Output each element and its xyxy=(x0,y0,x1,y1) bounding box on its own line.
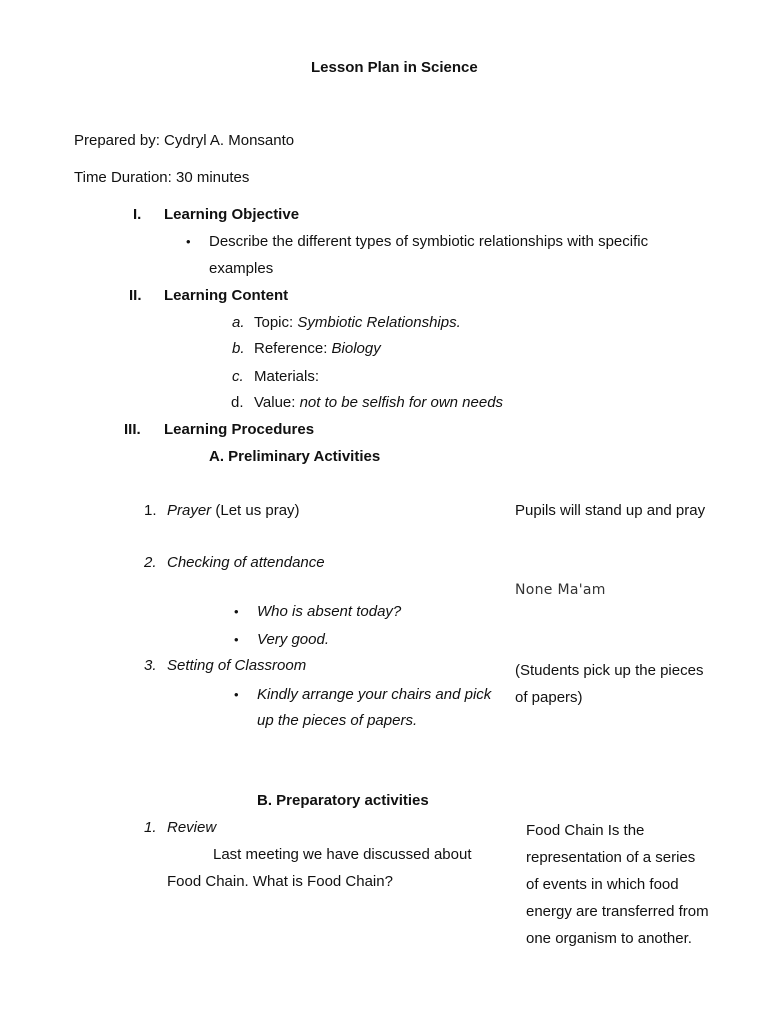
step2-bullet-2: Very good. xyxy=(257,631,329,648)
step2-response: None Ma'am xyxy=(515,582,606,598)
objective-text-line2: examples xyxy=(209,260,274,277)
content-marker-d: d. xyxy=(231,394,244,411)
review-text: Review xyxy=(167,819,217,836)
step2-text: Checking of attendance xyxy=(167,554,325,571)
step3-bullet-line2: up the pieces of papers. xyxy=(257,712,418,729)
review-response-line2: representation of a series xyxy=(526,849,696,866)
section-heading-procedures: Learning Procedures xyxy=(164,421,315,438)
section-numeral-3: III. xyxy=(124,421,141,438)
subheading-preparatory: B. Preparatory activities xyxy=(257,792,429,809)
section-numeral-1: I. xyxy=(133,206,142,223)
content-label-topic: Topic: xyxy=(254,314,298,331)
step1-number: 1. xyxy=(144,502,157,519)
content-value-reference: Biology xyxy=(331,340,381,357)
step1-text xyxy=(167,502,300,520)
content-value-value: not to be selfish for own needs xyxy=(299,394,504,411)
page-title: Lesson Plan in Science xyxy=(311,59,478,76)
content-item-materials xyxy=(254,368,319,386)
section-heading-content: Learning Content xyxy=(164,287,289,304)
review-response-line3: of events in which food xyxy=(526,876,679,893)
subheading-preliminary: A. Preliminary Activities xyxy=(209,448,381,465)
objective-text-line1: Describe the different types of symbiotic relationships with specific xyxy=(209,233,649,250)
content-label-value: Value: xyxy=(254,394,300,411)
content-item-topic xyxy=(254,314,461,332)
review-response-line5: one organism to another. xyxy=(526,930,692,947)
content-marker-a: a. xyxy=(232,314,245,331)
time-duration: Time Duration: 30 minutes xyxy=(74,169,250,186)
content-item-value xyxy=(254,394,503,412)
step3-text: Setting of Classroom xyxy=(167,657,307,674)
review-line1: Last meeting we have discussed about xyxy=(213,846,472,863)
prepared-by: Prepared by: Cydryl A. Monsanto xyxy=(74,132,295,149)
step3-response-line2: of papers) xyxy=(515,689,583,706)
step3-number: 3. xyxy=(144,657,157,674)
content-marker-c: c. xyxy=(232,368,244,385)
content-item-reference xyxy=(254,340,381,358)
review-number: 1. xyxy=(144,819,157,836)
review-response-line4: energy are transferred from xyxy=(526,903,709,920)
bullet-marker: • xyxy=(234,687,239,702)
section-heading-objective: Learning Objective xyxy=(164,206,300,223)
content-marker-b: b. xyxy=(232,340,245,357)
step1-italic: Prayer xyxy=(167,502,212,519)
review-line2: Food Chain. What is Food Chain? xyxy=(167,873,393,890)
step3-bullet-line1: Kindly arrange your chairs and pick xyxy=(257,686,492,703)
content-label-reference: Reference: xyxy=(254,340,332,357)
section-numeral-2: II. xyxy=(129,287,142,304)
bullet-marker: • xyxy=(234,604,239,619)
content-label-materials: Materials: xyxy=(254,368,320,385)
step3-response-line1: (Students pick up the pieces xyxy=(515,662,704,679)
review-response-line1: Food Chain Is the xyxy=(526,822,645,839)
step2-bullet-1: Who is absent today? xyxy=(257,603,402,620)
step2-number: 2. xyxy=(144,554,157,571)
content-value-topic: Symbiotic Relationships. xyxy=(297,314,461,331)
bullet-marker: • xyxy=(186,234,191,249)
bullet-marker: • xyxy=(234,632,239,647)
step1-response: Pupils will stand up and pray xyxy=(515,502,706,519)
step1-plain: (Let us pray) xyxy=(211,502,300,519)
